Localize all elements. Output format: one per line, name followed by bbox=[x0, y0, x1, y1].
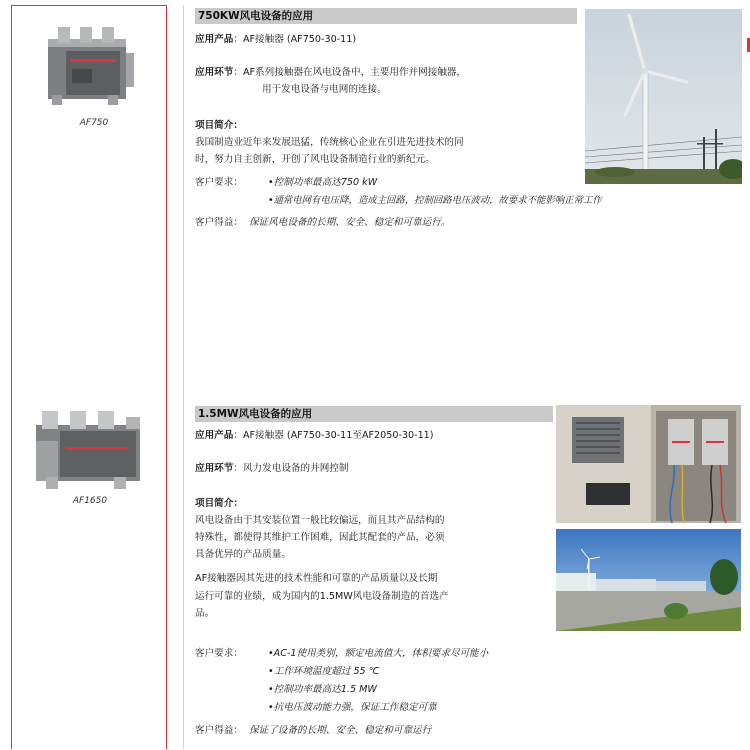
field-value: AF系列接触器在风电设备中，主要用作并网接触器， bbox=[242, 67, 467, 78]
req-item: •抗电压波动能力强，保证工作稳定可靠 bbox=[268, 702, 437, 713]
field-label: 应用产品 bbox=[195, 430, 234, 441]
gain-value: 保证风电设备的长期、安全、稳定和可靠运行。 bbox=[248, 217, 451, 228]
label-colon: ： bbox=[233, 67, 243, 78]
intro-line: 我国制造业近年来发展迅猛，传统核心企业在引进先进技术的同 bbox=[195, 137, 464, 148]
gain-label: 客户得益： bbox=[195, 725, 243, 736]
wind-farm-factory-photo bbox=[556, 529, 741, 631]
field-value: AF接触器 (AF750-30-11至AF2050-30-11) bbox=[242, 430, 434, 441]
contactor-af750-icon bbox=[44, 25, 144, 110]
control-cabinet-photo bbox=[556, 405, 741, 523]
section2-title: 1.5MW风电设备的应用 bbox=[195, 406, 553, 422]
section1-product-row bbox=[195, 31, 356, 48]
req-item: •控制功率最高达1.5 MW bbox=[268, 684, 377, 695]
label-colon: ： bbox=[233, 34, 243, 45]
wind-turbine-photo bbox=[585, 9, 742, 184]
field-value-continued: 用于发电设备与电网的连接。 bbox=[262, 84, 387, 95]
field-label: 项目简介： bbox=[195, 498, 243, 509]
section2-gain-row bbox=[195, 722, 431, 739]
product-image-af750 bbox=[44, 25, 144, 130]
req-item: •通常电网有电压降，造成主回路，控制回路电压波动，故要求不能影响正常工作 bbox=[268, 195, 602, 206]
contactor-af1650-icon bbox=[30, 407, 150, 492]
intro-line: 运行可靠的业绩，成为国内的1.5MW风电设备制造的首选产 bbox=[195, 591, 449, 602]
field-label: 项目简介： bbox=[195, 120, 243, 131]
req-item: •工作环境温度超过 55 ℃ bbox=[268, 666, 380, 677]
section2-stage-row bbox=[195, 460, 349, 477]
field-label: 应用环节 bbox=[195, 463, 234, 474]
section1-intro-label bbox=[195, 117, 243, 134]
req-label: 客户要求： bbox=[195, 648, 243, 659]
section1-gain-row bbox=[195, 214, 450, 231]
intro-line: 时，努力自主创新，开创了风电设备制造行业的新纪元。 bbox=[195, 154, 435, 165]
intro-line: 特殊性，都使得其维护工作困难，因此其配套的产品，必须 bbox=[195, 532, 445, 543]
gain-label: 客户得益： bbox=[195, 217, 243, 228]
section1-stage-row bbox=[195, 64, 466, 81]
req-label: 客户要求： bbox=[195, 177, 243, 188]
field-label: 应用环节 bbox=[195, 67, 234, 78]
intro-line: 品。 bbox=[195, 608, 215, 619]
section2-intro-label bbox=[195, 495, 243, 512]
product-caption: AF1650 bbox=[72, 496, 108, 506]
product-image-af1650 bbox=[30, 407, 150, 512]
intro-line: 风电设备由于其安装位置一般比较偏远，而且其产品结构的 bbox=[195, 515, 445, 526]
field-label: 应用产品 bbox=[195, 34, 234, 45]
intro-line: 具备优异的产品质量。 bbox=[195, 549, 291, 560]
req-item: •控制功率最高达750 kW bbox=[268, 177, 378, 188]
req-item: •AC-1使用类别，额定电流值大，体积要求尽可能小 bbox=[268, 648, 489, 659]
field-value: AF接触器 (AF750-30-11) bbox=[242, 34, 357, 45]
section1-title: 750KW风电设备的应用 bbox=[195, 8, 577, 24]
field-value: 风力发电设备的并网控制 bbox=[242, 463, 349, 474]
column-divider bbox=[183, 5, 184, 749]
label-colon: ： bbox=[233, 430, 243, 441]
intro-line: AF接触器因其先进的技术性能和可靠的产品质量以及长期 bbox=[195, 573, 438, 584]
section2-product-row bbox=[195, 427, 434, 444]
gain-value: 保证了设备的长期、安全、稳定和可靠运行 bbox=[248, 725, 432, 736]
label-colon: ： bbox=[233, 463, 243, 474]
product-caption: AF750 bbox=[79, 118, 109, 128]
